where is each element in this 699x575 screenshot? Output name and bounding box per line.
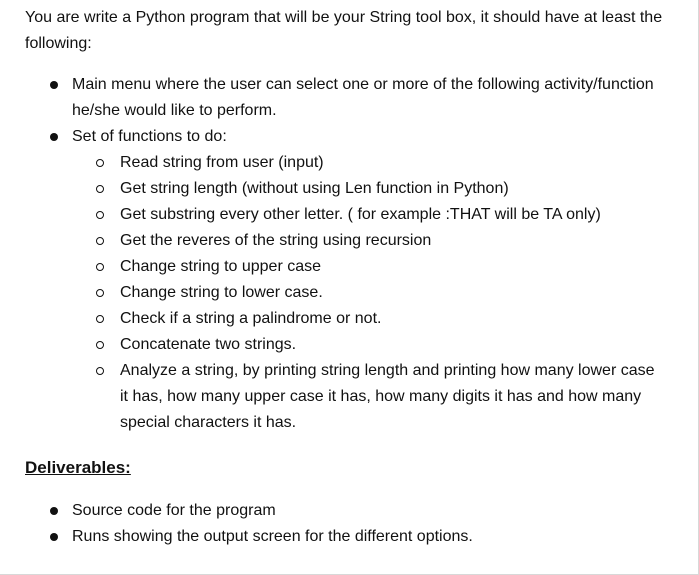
circle-bullet-icon bbox=[96, 211, 104, 219]
sublist-item-text: Change string to lower case. bbox=[120, 284, 323, 301]
sublist-item bbox=[0, 176, 699, 202]
list-item-text: Main menu where the user can select one or more of the following activity/function he/she would like to perform. bbox=[72, 76, 654, 119]
sublist-item bbox=[0, 254, 699, 280]
bullet-icon bbox=[50, 533, 58, 541]
sublist-item-text: Get the reveres of the string using recursion bbox=[120, 232, 432, 249]
bullet-icon bbox=[50, 507, 58, 515]
sublist-item-text: Get substring every other letter. ( for example :THAT will be TA only) bbox=[120, 206, 601, 223]
deliverable-item-text: Source code for the program bbox=[72, 502, 276, 519]
bullet-icon bbox=[50, 133, 58, 141]
circle-bullet-icon bbox=[96, 159, 104, 167]
circle-bullet-icon bbox=[96, 185, 104, 193]
circle-bullet-icon bbox=[96, 367, 104, 375]
sublist-item bbox=[0, 150, 699, 176]
sublist-item bbox=[0, 280, 699, 306]
sublist-item bbox=[0, 202, 699, 228]
circle-bullet-icon bbox=[96, 263, 104, 271]
circle-bullet-icon bbox=[96, 341, 104, 349]
bullet-icon bbox=[50, 81, 58, 89]
deliverable-item bbox=[0, 524, 699, 550]
sublist-item-text: Change string to upper case bbox=[120, 258, 322, 275]
sublist-item-text: Analyze a string, by printing string length and printing how many lower case it has, how many upper case it has, how many digits it has and how many special characters it has. bbox=[120, 362, 655, 431]
circle-bullet-icon bbox=[96, 237, 104, 245]
sublist-item-text: Check if a string a palindrome or not. bbox=[120, 310, 382, 327]
sublist-item-text: Concatenate two strings. bbox=[120, 336, 297, 353]
list-item-main-menu bbox=[0, 72, 699, 124]
deliverables-list bbox=[0, 498, 699, 550]
sublist-item bbox=[0, 358, 699, 436]
sublist-item bbox=[0, 228, 699, 254]
requirements-list bbox=[0, 72, 699, 436]
list-item-text: Set of functions to do: bbox=[72, 128, 227, 145]
deliverables-heading: Deliverables: bbox=[25, 458, 131, 477]
sublist-item-text: Get string length (without using Len function in Python) bbox=[120, 180, 509, 197]
sublist-item bbox=[0, 306, 699, 332]
circle-bullet-icon bbox=[96, 315, 104, 323]
deliverable-item-text: Runs showing the output screen for the different options. bbox=[72, 528, 473, 545]
sublist-item-text: Read string from user (input) bbox=[120, 154, 324, 171]
list-item-functions bbox=[0, 124, 699, 436]
sublist-item bbox=[0, 332, 699, 358]
functions-sublist bbox=[0, 150, 699, 436]
intro-paragraph: You are write a Python program that will be your String tool box, it should have at least the following: bbox=[25, 9, 663, 52]
deliverable-item bbox=[0, 498, 699, 524]
circle-bullet-icon bbox=[96, 289, 104, 297]
